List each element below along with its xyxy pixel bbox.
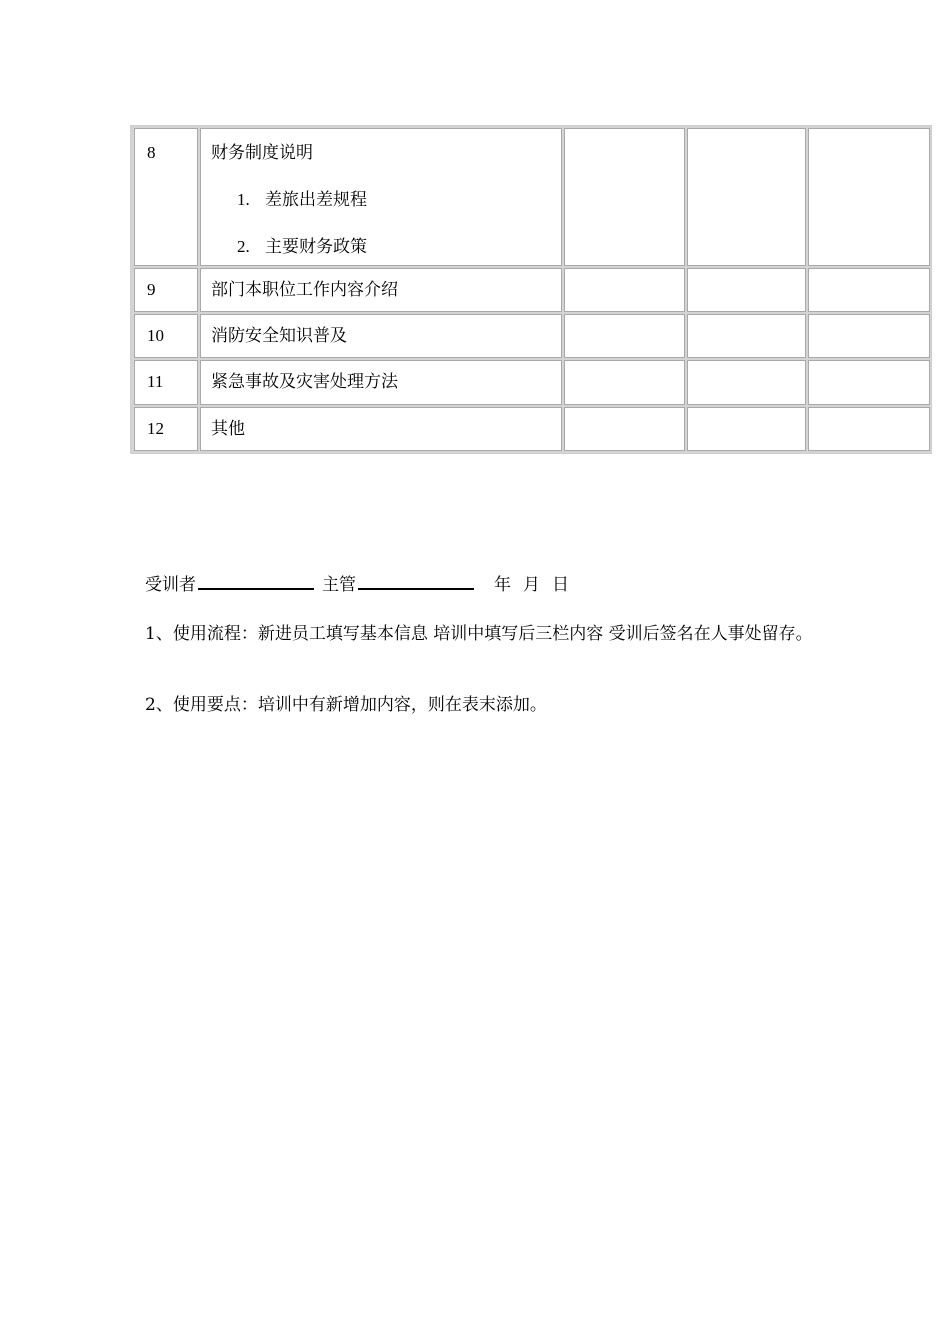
training-checklist-table [130, 125, 932, 454]
row-number: 9 [147, 280, 156, 299]
table-cell-empty [564, 407, 685, 451]
row-number: 12 [147, 419, 164, 438]
table-row [134, 407, 198, 451]
table-row [134, 128, 198, 266]
table-cell-empty [564, 360, 685, 405]
signature-line [145, 574, 569, 596]
table-cell-empty [687, 268, 806, 312]
trainee-signature-blank[interactable] [198, 574, 314, 590]
table-cell-empty [808, 128, 930, 266]
month-label: 月 [523, 575, 540, 595]
sub-item [237, 190, 367, 210]
sub-item-text: 主要财务政策 [265, 237, 367, 257]
table-cell-item [200, 268, 562, 312]
table-cell-empty [808, 407, 930, 451]
supervisor-label: 主管 [322, 575, 356, 595]
table-cell-empty [564, 314, 685, 358]
usage-note-points: 2、使用要点：培训中有新增加内容，则在表末添加。 [145, 695, 547, 715]
usage-note-process: 1、使用流程：新进员工填写基本信息 培训中填写后三栏内容 受训后签名在人事处留存。 [145, 624, 813, 644]
year-label: 年 [494, 575, 511, 595]
table-cell-item [200, 314, 562, 358]
item-label: 消防安全知识普及 [211, 326, 347, 346]
table-cell-empty [808, 360, 930, 405]
table-row [134, 314, 198, 358]
table-cell-empty [687, 128, 806, 266]
table-row [134, 360, 198, 405]
table-cell-empty [808, 268, 930, 312]
table-cell-item [200, 128, 562, 266]
table-cell-item [200, 360, 562, 405]
table-cell-empty [808, 314, 930, 358]
day-label: 日 [552, 575, 569, 595]
trainee-label: 受训者 [145, 575, 196, 595]
table-cell-empty [687, 314, 806, 358]
row-number: 10 [147, 326, 164, 345]
sub-item [237, 237, 367, 257]
table-cell-item [200, 407, 562, 451]
item-label: 紧急事故及灾害处理方法 [211, 372, 398, 392]
table-cell-empty [687, 360, 806, 405]
sub-item-number: 1. [237, 190, 250, 209]
item-label: 其他 [211, 419, 245, 439]
table-cell-empty [564, 128, 685, 266]
row-number: 8 [147, 143, 156, 162]
table-cell-empty [687, 407, 806, 451]
supervisor-signature-blank[interactable] [358, 574, 474, 590]
table-cell-empty [564, 268, 685, 312]
item-label: 财务制度说明 [211, 143, 313, 163]
sub-item-text: 差旅出差规程 [265, 190, 367, 210]
table-row [134, 268, 198, 312]
item-label: 部门本职位工作内容介绍 [211, 280, 398, 300]
sub-item-number: 2. [237, 237, 250, 256]
row-number: 11 [147, 372, 164, 391]
